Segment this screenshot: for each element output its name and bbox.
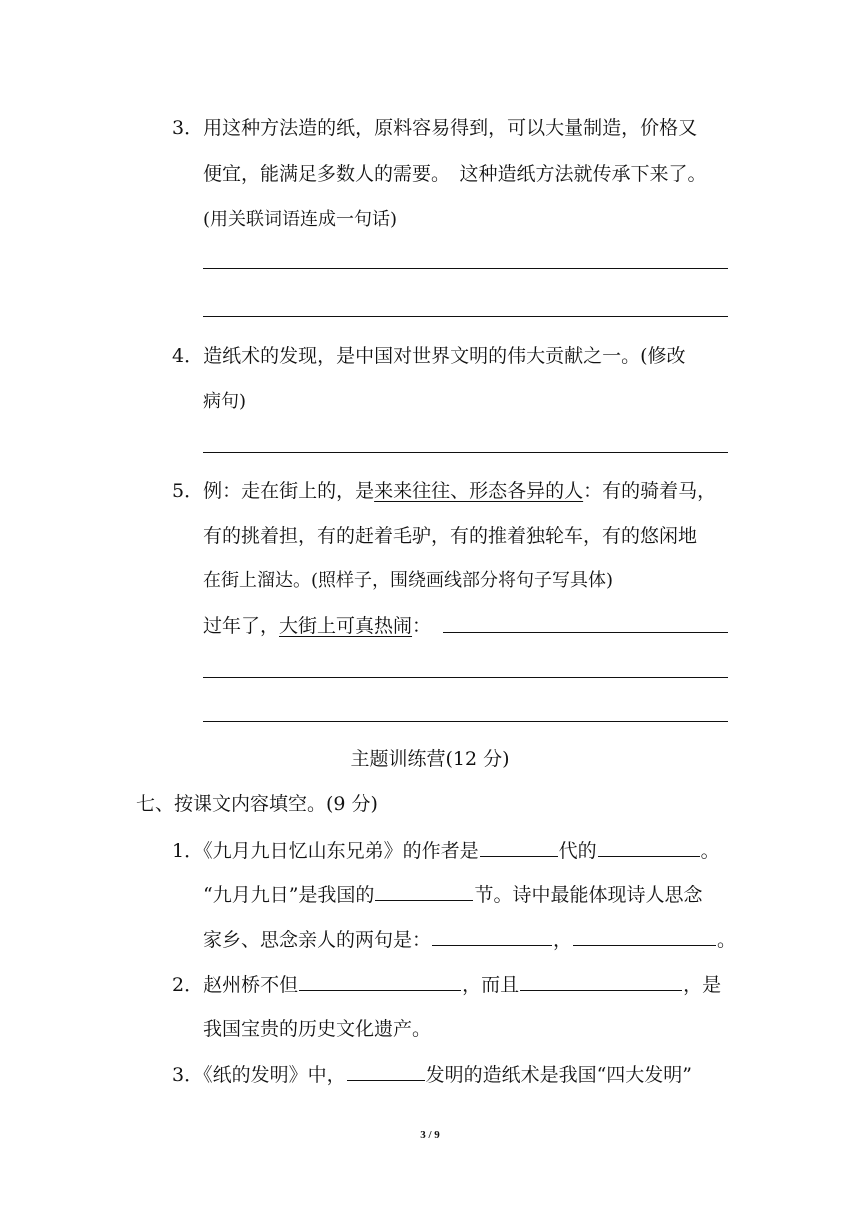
part7-q2-line1	[172, 972, 721, 997]
q4-answer-line[interactable]	[203, 452, 728, 453]
q3-line2: 便宜，能满足多数人的需要。 这种造纸方法就传承下来了。	[203, 163, 707, 185]
blank-poem-line-1[interactable]	[432, 927, 552, 946]
q5-example-underlined: 来来往往、形态各异的人	[374, 480, 584, 502]
page-number: 3 / 9	[420, 1129, 440, 1141]
q5-answer-line-2[interactable]	[203, 677, 728, 678]
q3-instruction: (用关联词语连成一句话)	[203, 209, 398, 230]
blank-bridge-1[interactable]	[299, 972, 461, 991]
blank-dynasty[interactable]	[480, 838, 558, 857]
q5-line1	[172, 479, 716, 503]
q5-task-suffix: ：	[412, 615, 432, 637]
blank-festival[interactable]	[375, 882, 473, 901]
q5-example-suffix: ：有的骑着马，	[583, 480, 717, 502]
part7-q3-text-a: 3．《纸的发明》中，	[172, 1064, 346, 1086]
q5-answer-line-3[interactable]	[203, 721, 728, 722]
blank-poem-line-2[interactable]	[573, 927, 716, 946]
part7-q1-line1	[172, 838, 720, 863]
part7-q1-text-c: 。	[700, 840, 720, 862]
blank-author[interactable]	[598, 838, 700, 857]
part7-q1-text-h: 。	[717, 929, 737, 951]
q3-answer-line-2[interactable]	[203, 316, 728, 317]
part7-q2-line2: 我国宝贵的历史文化遗产。	[203, 1018, 432, 1040]
q5-example-prefix: 5．例：走在街上的，是	[172, 480, 375, 502]
part7-q1-text-f: 家乡、思念亲人的两句是：	[203, 929, 432, 951]
q5-line2: 有的挑着担，有的赶着毛驴，有的推着独轮车，有的悠闲地	[203, 525, 698, 547]
q5-line3: 在街上溜达。(照样子，围绕画线部分将句子写具体)	[203, 570, 614, 591]
part7-q1-line3	[203, 927, 736, 952]
blank-inventor[interactable]	[347, 1062, 425, 1081]
part7-q1-text-e: 节。诗中最能体现诗人思念	[474, 884, 703, 906]
part7-q3-line1	[172, 1062, 692, 1087]
blank-bridge-2[interactable]	[520, 972, 682, 991]
q5-answer-line-1[interactable]	[443, 632, 728, 633]
q5-task-prefix: 过年了，	[203, 615, 280, 637]
q5-line4	[203, 614, 431, 638]
part7-q3-text-b: 发明的造纸术是我国“四大发明”	[425, 1064, 693, 1086]
part7-q1-line2	[203, 882, 702, 907]
part7-q1-text-a: 1．《九月九日忆山东兄弟》的作者是	[172, 840, 479, 862]
part7-q2-text-c: ，是	[683, 974, 722, 996]
q3-answer-line-1[interactable]	[203, 268, 728, 269]
part7-heading: 七、按课文内容填空。(9 分)	[136, 793, 378, 815]
part7-q1-text-g: ，	[553, 929, 573, 951]
part7-q2-text-b: ，而且	[462, 974, 520, 996]
part7-q1-text-b: 代的	[558, 840, 597, 862]
q3-line1: 3．用这种方法造的纸，原料容易得到，可以大量制造，价格又	[172, 117, 698, 139]
q4-line1: 4．造纸术的发现，是中国对世界文明的伟大贡献之一。(修改	[172, 345, 686, 367]
part7-q1-text-d: “九月九日”是我国的	[203, 884, 375, 906]
q4-line2: 病句)	[203, 391, 247, 412]
section-title: 主题训练营(12 分)	[350, 748, 510, 770]
q5-task-underlined: 大街上可真热闹	[279, 615, 413, 637]
part7-q2-text-a: 2．赵州桥不但	[172, 974, 299, 996]
